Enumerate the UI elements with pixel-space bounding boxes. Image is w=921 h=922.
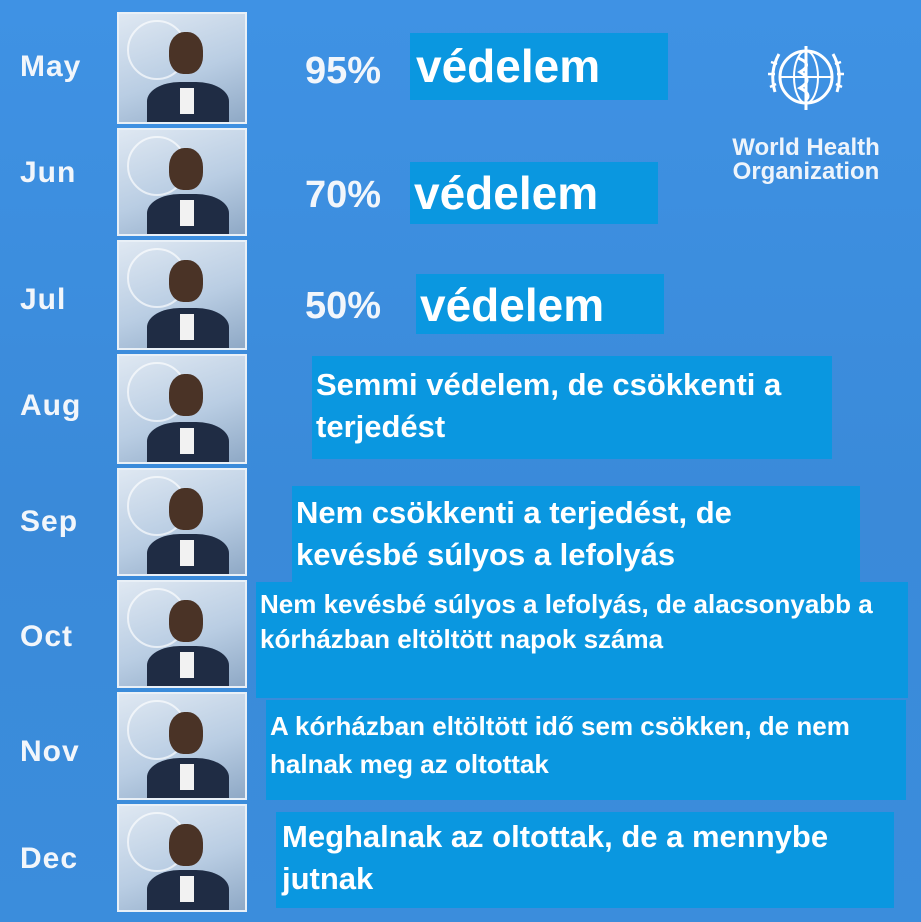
speaker-photo-jul bbox=[117, 240, 247, 350]
caption-dec: Meghalnak az oltottak, de a mennybe jutnak bbox=[276, 812, 894, 908]
who-logo bbox=[726, 36, 886, 196]
who-logo-line1: World Health bbox=[732, 134, 880, 161]
percent-label-jul: 50% bbox=[305, 285, 382, 327]
caption-nov: A kórházban eltöltött idő sem csökken, de nem halnak meg az oltottak bbox=[266, 700, 906, 800]
month-label-may: May bbox=[20, 50, 82, 83]
speaker-photo-dec bbox=[117, 804, 247, 912]
caption-jun: védelem bbox=[410, 162, 658, 224]
speaker-photo-aug bbox=[117, 354, 247, 464]
who-emblem-icon bbox=[765, 36, 847, 118]
caption-may: védelem bbox=[410, 33, 668, 100]
speaker-photo-sep bbox=[117, 468, 247, 576]
percent-label-may: 95% bbox=[305, 50, 382, 92]
speaker-photo-oct bbox=[117, 580, 247, 688]
who-logo-line2: Organization bbox=[732, 158, 880, 185]
speaker-photo-nov bbox=[117, 692, 247, 800]
month-label-oct: Oct bbox=[20, 620, 74, 653]
month-label-sep: Sep bbox=[20, 505, 79, 538]
speaker-photo-jun bbox=[117, 128, 247, 236]
caption-oct: Nem kevésbé súlyos a lefolyás, de alacsonyabb a kórházban eltöltött napok száma bbox=[256, 582, 908, 698]
month-label-jul: Jul bbox=[20, 283, 67, 316]
caption-aug: Semmi védelem, de csökkenti a terjedést bbox=[312, 356, 832, 459]
percent-label-jun: 70% bbox=[305, 174, 382, 216]
month-label-nov: Nov bbox=[20, 735, 80, 768]
month-label-aug: Aug bbox=[20, 389, 82, 422]
speaker-photo-may bbox=[117, 12, 247, 124]
caption-jul: védelem bbox=[416, 274, 664, 334]
month-label-jun: Jun bbox=[20, 156, 77, 189]
month-label-dec: Dec bbox=[20, 842, 79, 875]
caption-sep: Nem csökkenti a terjedést, de kevésbé súlyos a lefolyás bbox=[292, 486, 860, 582]
